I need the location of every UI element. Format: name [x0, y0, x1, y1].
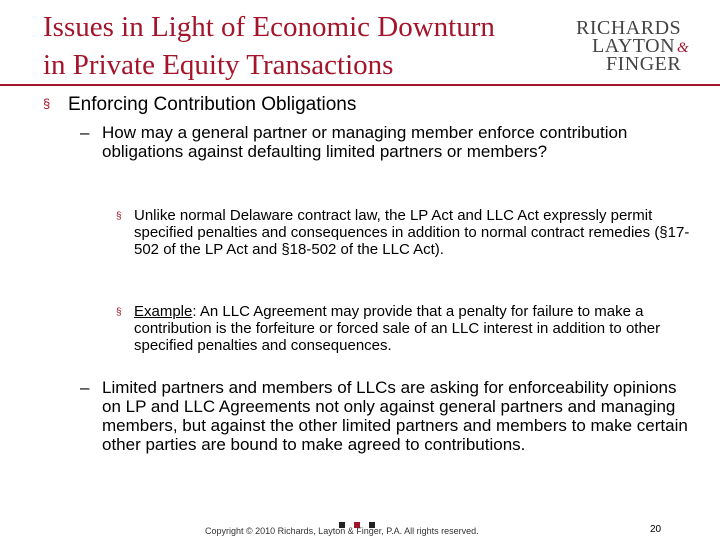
dash-marker: –	[80, 378, 90, 397]
logo-line-3: FINGER	[606, 53, 682, 75]
logo-line-1: RICHARDS	[576, 17, 682, 39]
firm-logo	[572, 16, 690, 76]
sub-bullet-icon: §	[116, 307, 122, 318]
sub-bullet-text	[116, 303, 696, 354]
dash-marker: –	[80, 123, 90, 142]
page-number: 20	[650, 524, 662, 535]
section-bullet-icon: §	[43, 96, 51, 111]
logo-ampersand: &	[677, 40, 690, 56]
bullet-text: Enforcing Contribution Obligations	[68, 94, 357, 115]
sub-bullet-text: Unlike normal Delaware contract law, the LP Act and LLC Act expressly permit specified penalties and consequences in addition to normal contract remedies (§17-502 of the LP Act and §18-502 of the LLC Act).	[134, 207, 690, 258]
sub-bullet-example	[116, 303, 696, 354]
bullet-enforcing	[43, 93, 356, 116]
dash-item-opinions	[80, 378, 690, 454]
sub-bullet-icon: §	[116, 211, 122, 222]
dash-item-question	[80, 123, 640, 161]
example-text: : An LLC Agreement may provide that a penalty for failure to make a contribution is the forfeiture or forced sale of an LLC interest in addition to other specified penalties and consequences.	[134, 303, 661, 354]
example-label: Example	[134, 303, 193, 320]
logo-layton: LAYTON	[592, 35, 676, 57]
title-line-2: in Private Equity Transactions	[43, 49, 394, 81]
dash-text: Limited partners and members of LLCs are asking for enforceability opinions on LP and LLC Agreements not only against general partners and managing members, but against the other limited partners and members to make certain other parties are bound to make agreed to contributions.	[102, 378, 688, 454]
title-divider	[0, 84, 720, 86]
slide-title	[43, 8, 563, 84]
dash-text: How may a general partner or managing member enforce contribution obligations against defaulting limited partners or members?	[102, 123, 628, 161]
footer-copyright: Copyright © 2010 Richards, Layton & Finger, P.A. All rights reserved.	[205, 526, 479, 536]
footer-squares	[339, 515, 384, 521]
title-line-1: Issues in Light of Economic Downturn	[43, 11, 495, 43]
sub-bullet-delaware-law	[116, 207, 696, 258]
